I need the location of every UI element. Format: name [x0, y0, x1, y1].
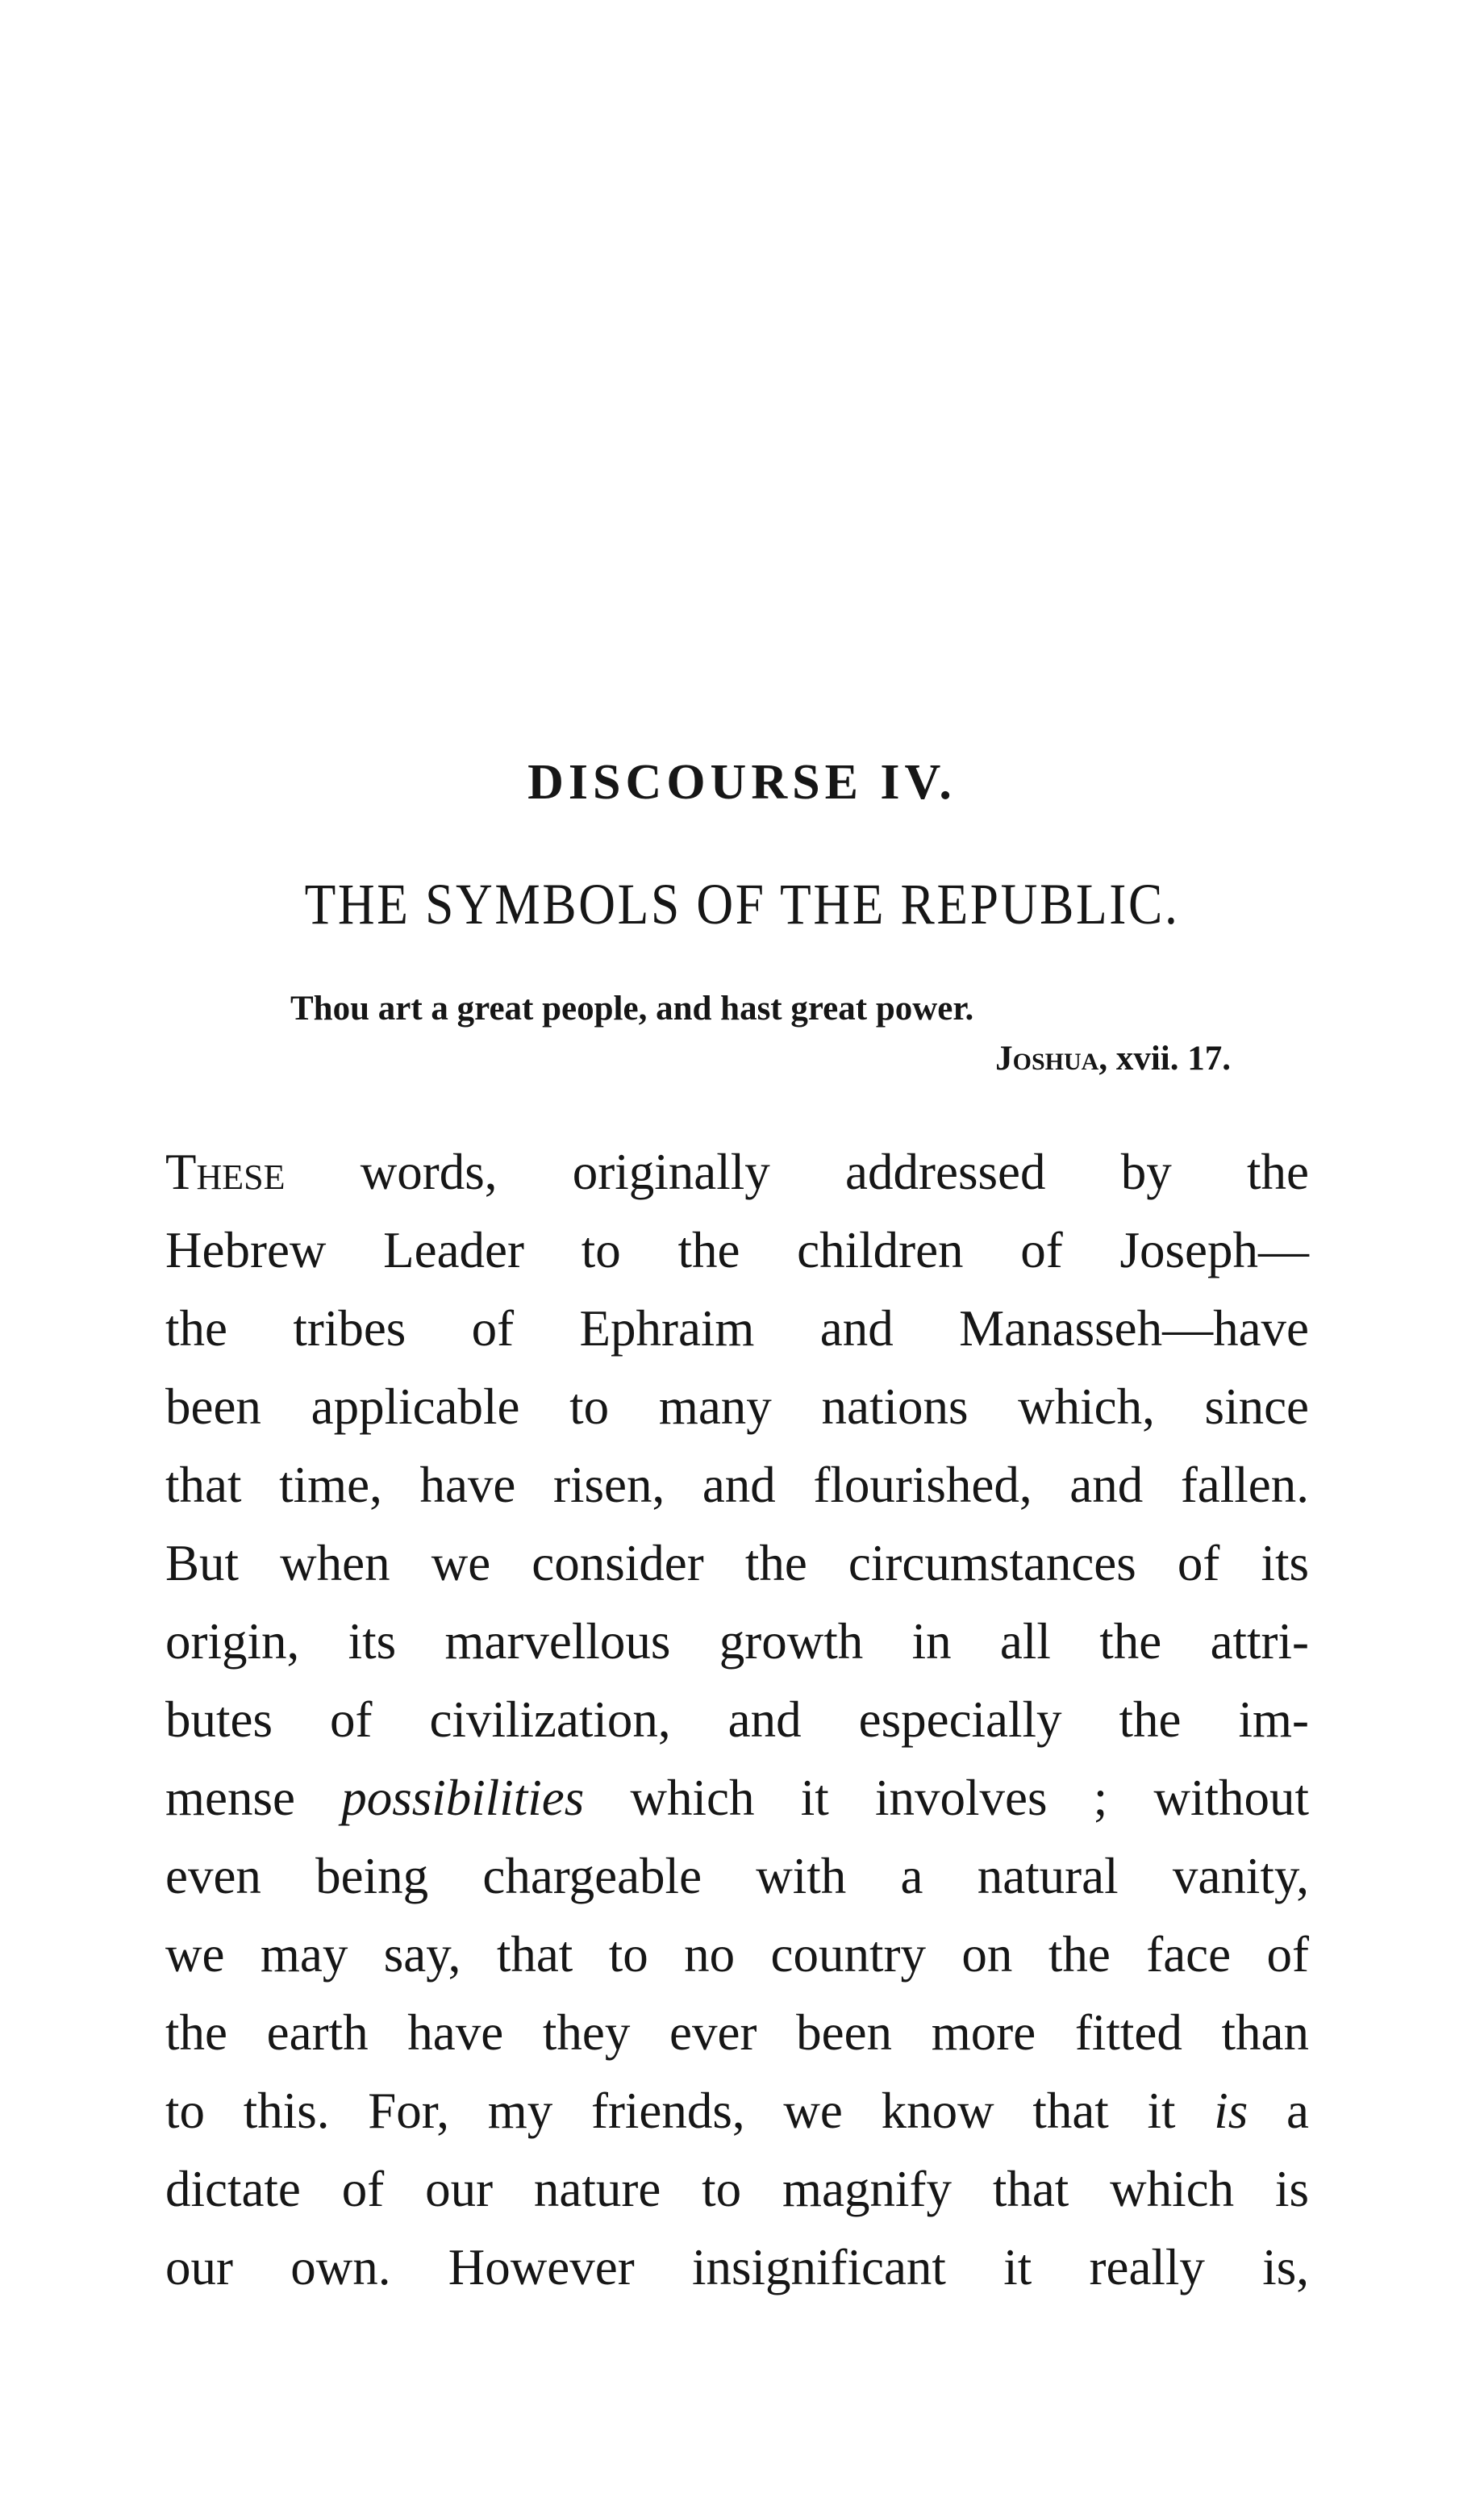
- epigraph-quote: Thou art a great people, and hast great power.: [290, 990, 974, 1028]
- text-line: been applicable to many nations which, since: [165, 1378, 1309, 1435]
- text-span: which it involves ; without: [584, 1770, 1309, 1826]
- epigraph-citation: [290, 1034, 1242, 1084]
- text-span: a: [1248, 2083, 1309, 2139]
- text-line: But when we consider the circumstances of its: [165, 1535, 1309, 1591]
- text-span: to this. For, my friends, we know that it: [165, 2083, 1215, 2139]
- opening-word: These: [165, 1144, 286, 1200]
- text-line: butes of civilization, and especially the im-: [165, 1691, 1309, 1748]
- text-line: the earth have they ever been more fitted than: [165, 2004, 1309, 2061]
- epigraph: [290, 984, 1242, 1084]
- body-paragraph: [165, 1133, 1309, 2307]
- text-line: [165, 1759, 1309, 1837]
- text-line: origin, its marvellous growth in all the attri-: [165, 1613, 1309, 1670]
- text-line: we may say, that to no country on the face of: [165, 1926, 1309, 1983]
- text-span: words, originally addressed by the: [285, 1144, 1309, 1200]
- text-line: our own. However insignificant it really is,: [165, 2239, 1309, 2295]
- citation-reference: , xvii. 17.: [1098, 1040, 1231, 1078]
- italic-emphasis: possibilities: [341, 1770, 585, 1826]
- text-line: even being chargeable with a natural vanity,: [165, 1848, 1309, 1904]
- text-span: mense: [165, 1770, 342, 1826]
- text-line: [165, 2072, 1309, 2150]
- text-line: that time, have risen, and flourished, and fallen.: [165, 1457, 1309, 1513]
- text-line: [165, 1133, 1309, 1211]
- text-line: the tribes of Ephraim and Manasseh—have: [165, 1300, 1309, 1357]
- text-line: Hebrew Leader to the children of Joseph—: [165, 1222, 1309, 1278]
- citation-book: Joshua: [995, 1040, 1099, 1078]
- italic-emphasis: is: [1214, 2083, 1248, 2139]
- discourse-heading: DISCOURSE IV.: [527, 755, 957, 810]
- chapter-title: THE SYMBOLS OF THE REPUBLIC.: [304, 872, 1180, 936]
- text-line: dictate of our nature to magnify that which is: [165, 2161, 1309, 2217]
